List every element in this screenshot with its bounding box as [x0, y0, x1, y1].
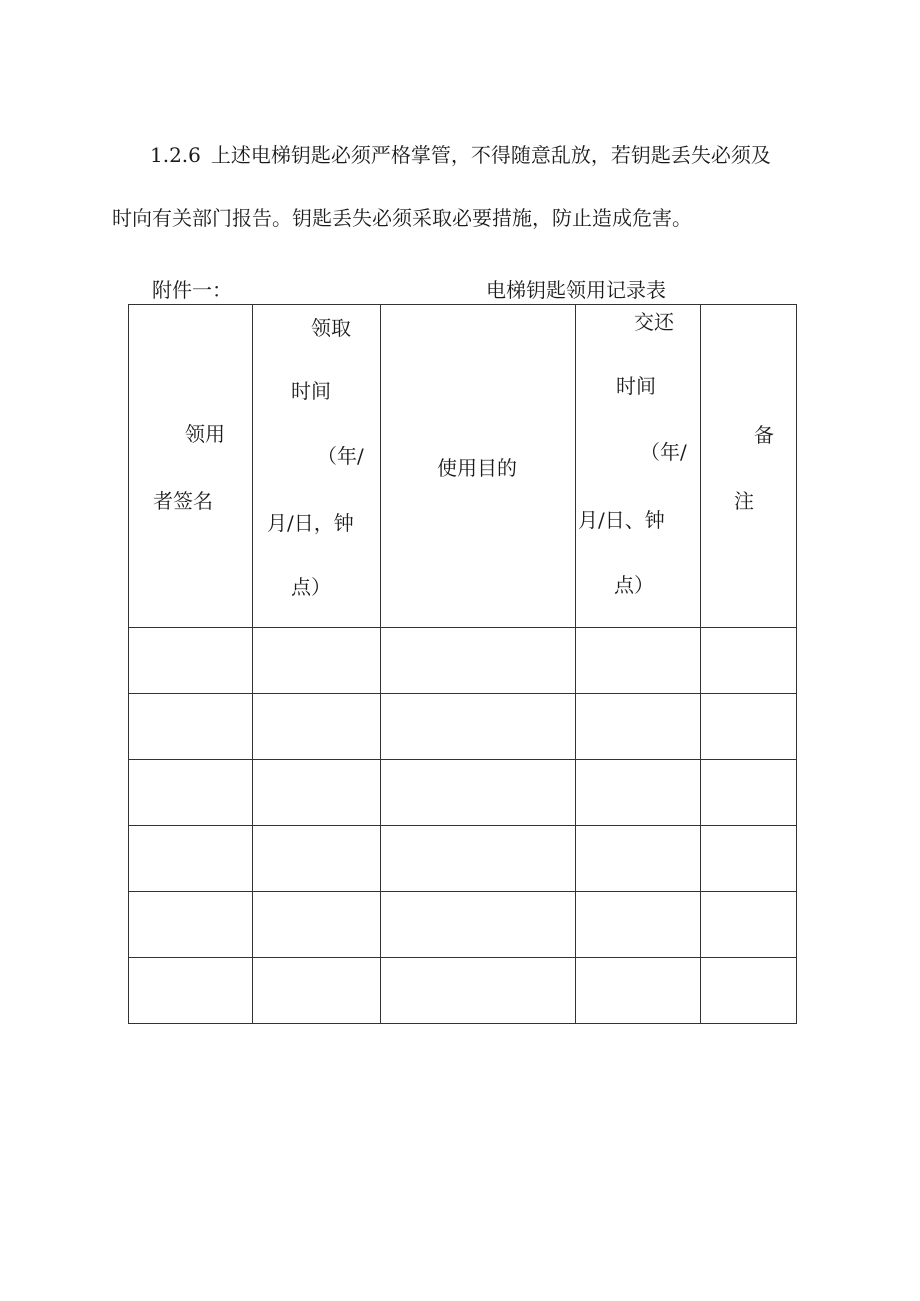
table-cell[interactable]	[253, 892, 381, 958]
table-cell[interactable]	[576, 958, 701, 1024]
table-cell[interactable]	[701, 826, 797, 892]
header-signer	[129, 305, 253, 628]
table-cell[interactable]	[253, 760, 381, 826]
header-remarks	[701, 305, 797, 628]
paragraph-line-1	[150, 143, 771, 167]
table-header-row	[129, 305, 797, 628]
header-purpose	[381, 305, 576, 628]
header-receive-line-5: 点）	[291, 575, 331, 599]
attachment-label: 附件一：	[152, 278, 232, 302]
header-receive-line-4: 月/日，钟	[267, 511, 354, 535]
table-cell[interactable]	[253, 628, 381, 694]
table-cell[interactable]	[381, 760, 576, 826]
table-cell[interactable]	[701, 892, 797, 958]
table-cell[interactable]	[253, 694, 381, 760]
table-cell[interactable]	[576, 892, 701, 958]
table-cell[interactable]	[129, 958, 253, 1024]
table-cell[interactable]	[381, 694, 576, 760]
table-cell[interactable]	[576, 826, 701, 892]
table-row	[129, 892, 797, 958]
header-remarks-line-2: 注	[734, 489, 754, 513]
table-cell[interactable]	[381, 892, 576, 958]
table-cell[interactable]	[701, 958, 797, 1024]
header-return-line-3: （年/	[640, 440, 687, 464]
paragraph-text-1: 上述电梯钥匙必须严格掌管，不得随意乱放，若钥匙丢失必须及	[210, 143, 771, 167]
paragraph-line-2: 时向有关部门报告。钥匙丢失必须采取必要措施，防止造成危害。	[112, 206, 692, 230]
table-row	[129, 628, 797, 694]
header-purpose-text: 使用目的	[437, 456, 517, 480]
table-cell[interactable]	[129, 694, 253, 760]
table-row	[129, 760, 797, 826]
key-record-table	[128, 304, 797, 1024]
table-cell[interactable]	[129, 892, 253, 958]
table-row	[129, 958, 797, 1024]
table-cell[interactable]	[576, 694, 701, 760]
header-return-line-1: 交还	[634, 310, 674, 334]
header-return-line-4: 月/日、钟	[578, 508, 665, 532]
table-cell[interactable]	[701, 694, 797, 760]
header-signer-line-1: 领用	[185, 422, 225, 446]
table-cell[interactable]	[576, 760, 701, 826]
table-cell[interactable]	[129, 628, 253, 694]
table-cell[interactable]	[701, 760, 797, 826]
header-return-line-2: 时间	[616, 374, 656, 398]
table-cell[interactable]	[701, 628, 797, 694]
header-signer-line-2: 者签名	[153, 489, 213, 513]
table-row	[129, 694, 797, 760]
header-receive-time	[253, 305, 381, 628]
table-cell[interactable]	[253, 826, 381, 892]
header-return-time	[576, 305, 701, 628]
header-return-line-5: 点）	[614, 573, 654, 597]
table-cell[interactable]	[576, 628, 701, 694]
header-remarks-line-1: 备	[754, 423, 774, 447]
table-cell[interactable]	[129, 760, 253, 826]
header-receive-line-2: 时间	[291, 379, 331, 403]
table-cell[interactable]	[381, 958, 576, 1024]
header-receive-line-3: （年/	[317, 444, 364, 468]
table-cell[interactable]	[129, 826, 253, 892]
header-receive-line-1: 领取	[311, 316, 351, 340]
table-cell[interactable]	[381, 826, 576, 892]
table-title: 电梯钥匙领用记录表	[486, 278, 666, 302]
table-cell[interactable]	[381, 628, 576, 694]
table-cell[interactable]	[253, 958, 381, 1024]
table-row	[129, 826, 797, 892]
clause-number: 1.2.6	[150, 143, 201, 167]
